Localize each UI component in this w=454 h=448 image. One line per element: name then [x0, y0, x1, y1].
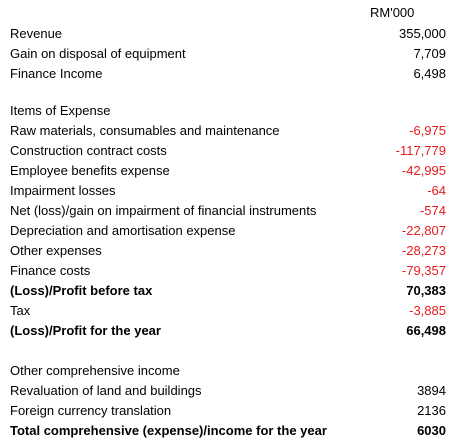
expense-row-net-impairment-fin: [10, 201, 446, 221]
row-label: Revaluation of land and buildings: [10, 383, 202, 398]
row-value: -28,273: [401, 243, 446, 258]
row-label: Depreciation and amortisation expense: [10, 223, 236, 238]
expense-row-depreciation: [10, 221, 446, 241]
row-value: 70,383: [406, 283, 446, 298]
row-label: Foreign currency translation: [10, 403, 172, 418]
row-value: 355,000: [399, 26, 446, 41]
row-value: -6,975: [409, 123, 446, 138]
row-label: (Loss)/Profit for the year: [10, 323, 161, 338]
expense-row-employee: [10, 161, 446, 181]
section-heading: Items of Expense: [10, 103, 111, 118]
row-label: Revenue: [10, 26, 63, 41]
row-value: 3894: [417, 383, 446, 398]
section-heading: Other comprehensive income: [10, 363, 180, 378]
row-label: Employee benefits expense: [10, 163, 170, 178]
expense-row-construction: [10, 141, 446, 161]
row-value: -64: [427, 183, 446, 198]
row-label: Net (loss)/gain on impairment of financial instruments: [10, 203, 317, 218]
income-row-gain-disposal: [10, 44, 446, 64]
expense-row-finance-costs: [10, 261, 446, 281]
row-label: Finance costs: [10, 263, 91, 278]
oci-heading: [10, 361, 446, 381]
profit-before-tax-row: [10, 281, 446, 301]
row-label: Finance Income: [10, 66, 103, 81]
profit-for-year-row: [10, 321, 446, 341]
row-label: Gain on disposal of equipment: [10, 46, 186, 61]
income-row-finance-income: [10, 64, 446, 84]
row-value: 6030: [417, 423, 446, 438]
row-value: -574: [419, 203, 446, 218]
row-value: 6,498: [413, 66, 446, 81]
tax-row: [10, 301, 446, 321]
expenses-heading: [10, 101, 446, 121]
oci-row-revaluation: [10, 381, 446, 401]
row-value: 66,498: [406, 323, 446, 338]
row-value: -117,779: [395, 143, 446, 158]
row-value: -22,807: [401, 223, 446, 238]
expense-row-other: [10, 241, 446, 261]
expense-row-impairment: [10, 181, 446, 201]
expense-row-raw-materials: [10, 121, 446, 141]
income-row-revenue: [10, 24, 446, 44]
currency-unit-header: RM'000: [370, 5, 415, 20]
row-label: (Loss)/Profit before tax: [10, 283, 153, 298]
row-value: 2136: [417, 403, 446, 418]
row-label: Tax: [10, 303, 31, 318]
total-comprehensive-row: [10, 421, 446, 441]
row-value: -42,995: [401, 163, 446, 178]
row-label: Total comprehensive (expense)/income for the year: [10, 423, 327, 438]
row-label: Construction contract costs: [10, 143, 167, 158]
oci-row-fx-translation: [10, 401, 446, 421]
row-label: Other expenses: [10, 243, 102, 258]
row-label: Raw materials, consumables and maintenance: [10, 123, 280, 138]
row-value: 7,709: [413, 46, 446, 61]
row-value: -79,357: [401, 263, 446, 278]
row-value: -3,885: [409, 303, 446, 318]
row-label: Impairment losses: [10, 183, 116, 198]
